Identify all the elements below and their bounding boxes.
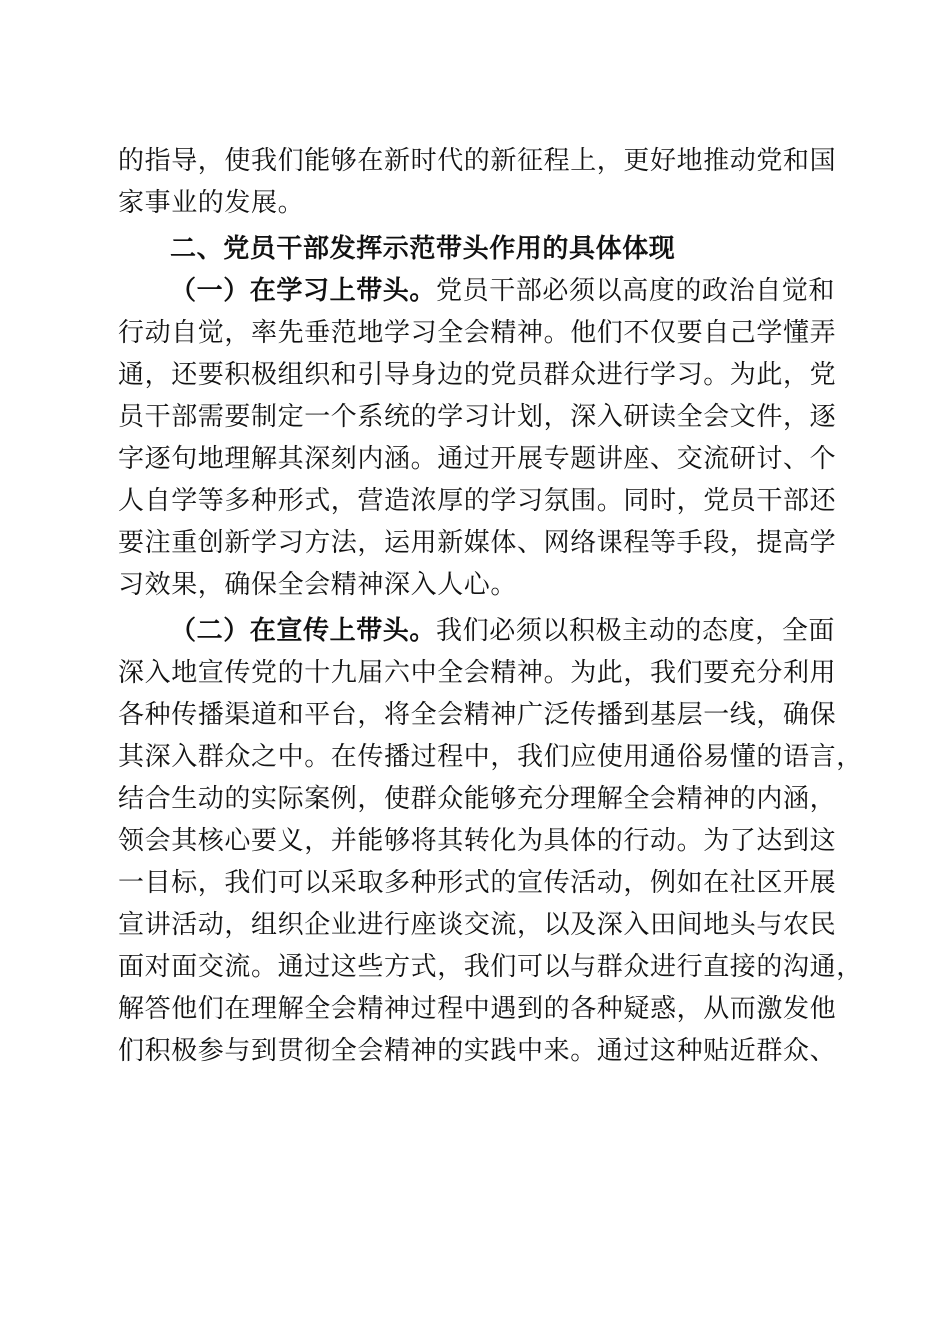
text-line: 结合生动的实际案例，使群众能够充分理解全会精神的内涵， [118,784,837,814]
text-line: 领会其核心要义，并能够将其转化为具体的行动。为了达到这 [118,826,837,856]
text-line: 面对面交流。通过这些方式，我们可以与群众进行直接的沟通， [118,952,863,982]
text-line: 宣讲活动，组织企业进行座谈交流，以及深入田间地头与农民 [118,910,837,940]
text-line: 的指导，使我们能够在新时代的新征程上，更好地推动党和国 [118,146,837,176]
subsection-publicity [118,610,863,1072]
document-page [118,140,863,1072]
text-line: 们积极参与到贯彻全会精神的实践中来。通过这种贴近群众、 [118,1036,837,1066]
text-span: 党员干部必须以高度的政治自觉和 [436,276,836,306]
text-span: 我们必须以积极主动的态度，全面 [436,616,836,646]
subsection-study [118,270,837,606]
text-line [118,610,834,652]
text-line: 一目标，我们可以采取多种形式的宣传活动，例如在社区开展 [118,868,837,898]
text-line: 习效果，确保全会精神深入人心。 [118,570,518,600]
text-line: 深入地宣传党的十九届六中全会精神。为此，我们要充分利用 [118,658,837,688]
text-line: 人自学等多种形式，营造浓厚的学习氛围。同时，党员干部还 [118,486,837,516]
text-line [118,270,834,312]
text-line: 通，还要积极组织和引导身边的党员群众进行学习。为此，党 [118,360,837,390]
text-line: 员干部需要制定一个系统的学习计划，深入研读全会文件，逐 [118,402,837,432]
subsection-title: （二）在宣传上带头。 [170,616,437,646]
section-heading: 二、党员干部发挥示范带头作用的具体体现 [170,234,676,264]
subsection-title: （一）在学习上带头。 [170,276,437,306]
text-line: 行动自觉，率先垂范地学习全会精神。他们不仅要自己学懂弄 [118,318,837,348]
text-line: 字逐句地理解其深刻内涵。通过开展专题讲座、交流研讨、个 [118,444,837,474]
text-line: 要注重创新学习方法，运用新媒体、网络课程等手段，提高学 [118,528,837,558]
text-line: 其深入群众之中。在传播过程中，我们应使用通俗易懂的语言， [118,742,863,772]
text-line: 解答他们在理解全会精神过程中遇到的各种疑惑，从而激发他 [118,994,837,1024]
text-line: 各种传播渠道和平台，将全会精神广泛传播到基层一线，确保 [118,700,837,730]
intro-paragraph [118,140,837,224]
text-line: 家事业的发展。 [118,188,305,218]
